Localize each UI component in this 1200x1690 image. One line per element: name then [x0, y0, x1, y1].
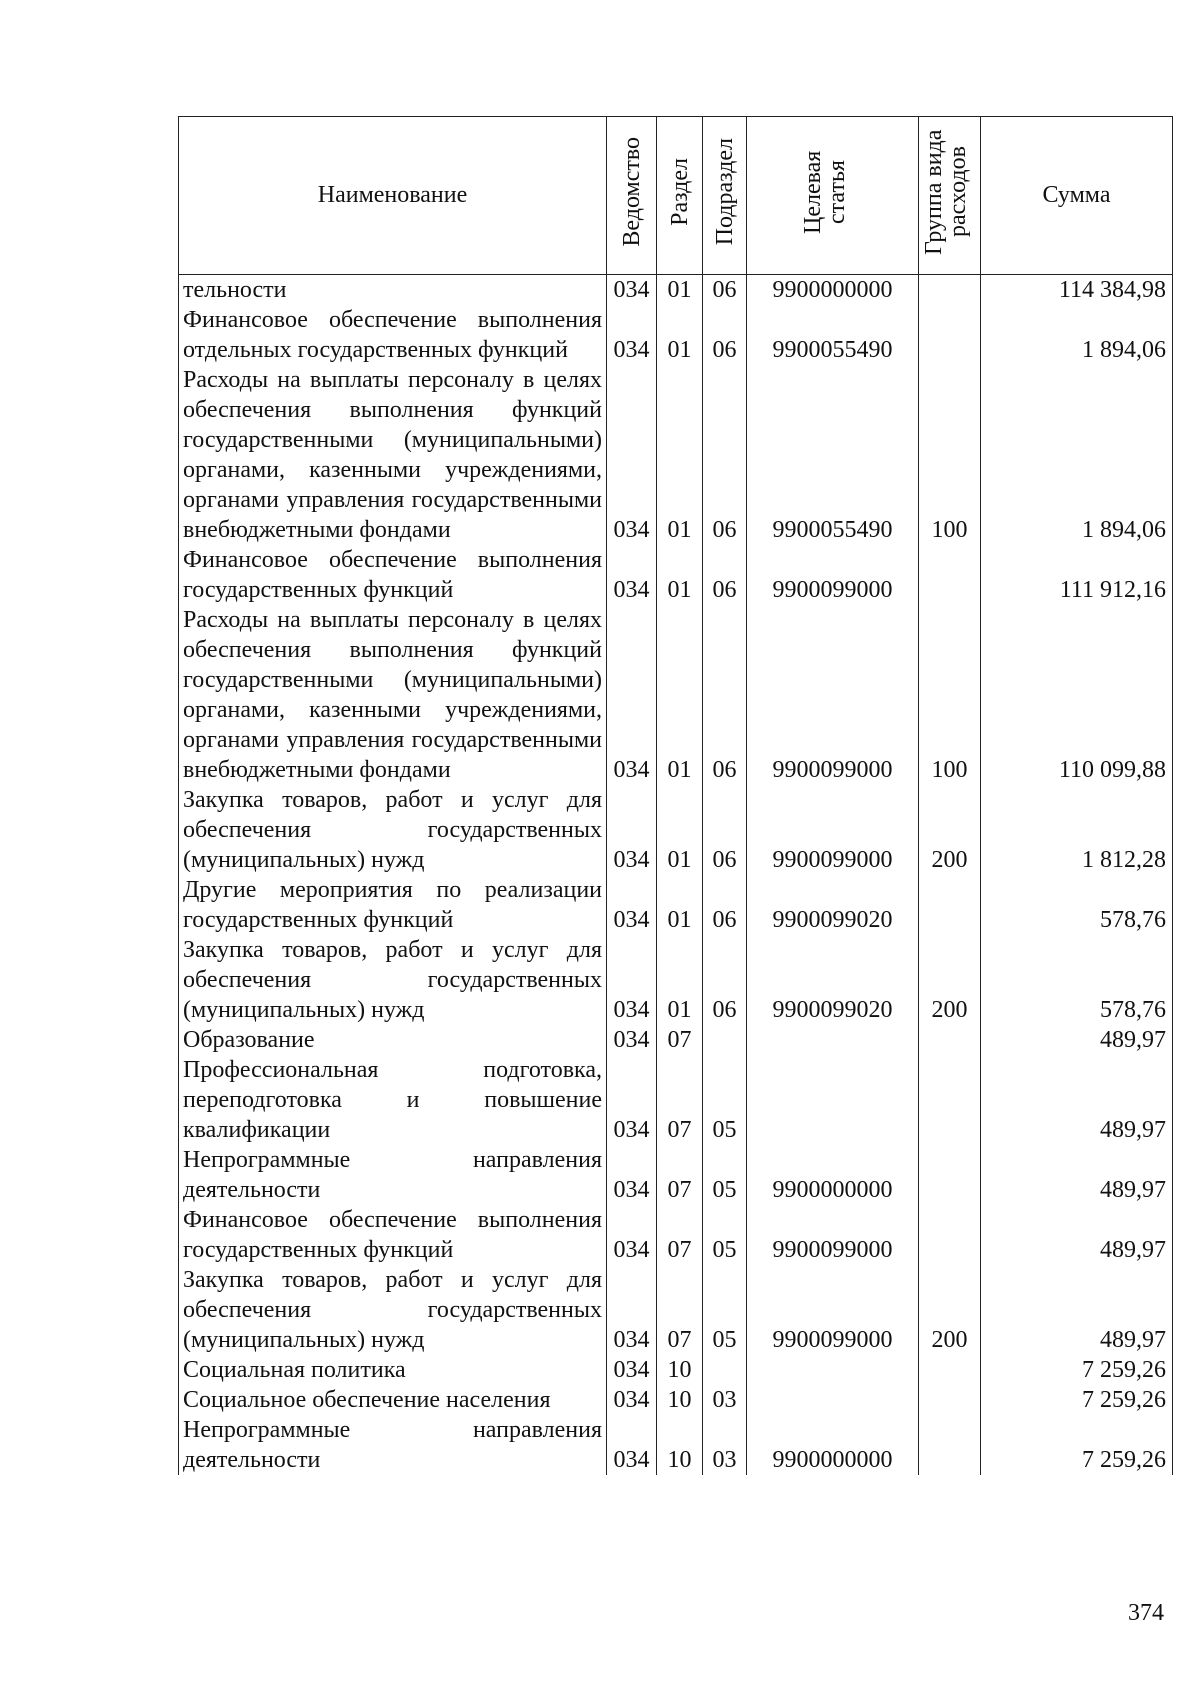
table-row [179, 1265, 1173, 1355]
table-row [179, 1025, 1173, 1055]
row-name: Расходы на выплаты персоналу в целях обеспечения выполнения функций государственными (муниципальными) органами, казенными учреждениями, органами управления государственными внебюджетными фондами [179, 365, 607, 545]
row-podrazdel: 05 [703, 1055, 747, 1145]
row-vedomstvo: 034 [607, 1415, 657, 1475]
row-podrazdel [703, 1025, 747, 1055]
row-razdel: 01 [657, 875, 703, 935]
header-razdel [657, 117, 703, 275]
row-summa: 489,97 [981, 1025, 1173, 1055]
row-podrazdel: 06 [703, 875, 747, 935]
row-razdel: 07 [657, 1055, 703, 1145]
row-vedomstvo: 034 [607, 935, 657, 1025]
row-summa: 489,97 [981, 1205, 1173, 1265]
row-gruppa [919, 1415, 981, 1475]
row-name: Социальная политика [179, 1355, 607, 1385]
row-razdel: 10 [657, 1415, 703, 1475]
row-celevaya: 9900000000 [747, 1415, 919, 1475]
row-vedomstvo: 034 [607, 1025, 657, 1055]
table-row [179, 1385, 1173, 1415]
row-gruppa [919, 1025, 981, 1055]
row-gruppa [919, 275, 981, 306]
row-gruppa [919, 1145, 981, 1205]
row-gruppa [919, 305, 981, 365]
header-gruppa [919, 117, 981, 275]
row-celevaya [747, 1385, 919, 1415]
row-name: Профессиональная подготовка, переподготовка и повышение квалификации [179, 1055, 607, 1145]
row-name: Другие мероприятия по реализации государственных функций [179, 875, 607, 935]
budget-table [178, 116, 1173, 1475]
row-summa: 489,97 [981, 1055, 1173, 1145]
row-name: Социальное обеспечение населения [179, 1385, 607, 1415]
header-summa: Сумма [981, 117, 1173, 275]
row-gruppa: 200 [919, 935, 981, 1025]
row-vedomstvo: 034 [607, 605, 657, 785]
row-summa: 1 894,06 [981, 365, 1173, 545]
row-name: тельности [179, 275, 607, 306]
row-podrazdel: 05 [703, 1205, 747, 1265]
row-razdel: 07 [657, 1265, 703, 1355]
table-row [179, 1055, 1173, 1145]
row-vedomstvo: 034 [607, 305, 657, 365]
table-row [179, 275, 1173, 306]
row-name: Финансовое обеспечение выполнения отдельных государственных функций [179, 305, 607, 365]
row-podrazdel: 06 [703, 935, 747, 1025]
row-name: Непрограммные направления деятельности [179, 1415, 607, 1475]
row-celevaya: 9900099000 [747, 1205, 919, 1265]
row-razdel: 07 [657, 1025, 703, 1055]
row-celevaya: 9900099020 [747, 875, 919, 935]
row-celevaya: 9900055490 [747, 305, 919, 365]
header-podrazdel-label: Подраздел [711, 138, 738, 246]
row-vedomstvo: 034 [607, 785, 657, 875]
row-gruppa: 100 [919, 605, 981, 785]
header-vedomstvo-label: Ведомство [618, 137, 645, 247]
row-summa: 489,97 [981, 1265, 1173, 1355]
row-summa: 578,76 [981, 875, 1173, 935]
row-vedomstvo: 034 [607, 1355, 657, 1385]
table-row [179, 305, 1173, 365]
row-celevaya: 9900099020 [747, 935, 919, 1025]
row-celevaya [747, 1025, 919, 1055]
row-celevaya: 9900099000 [747, 545, 919, 605]
row-gruppa [919, 1055, 981, 1145]
table-row [179, 1205, 1173, 1265]
row-vedomstvo: 034 [607, 1145, 657, 1205]
row-name: Непрограммные направления деятельности [179, 1145, 607, 1205]
row-podrazdel: 06 [703, 605, 747, 785]
row-gruppa [919, 545, 981, 605]
row-razdel: 01 [657, 605, 703, 785]
row-podrazdel: 06 [703, 305, 747, 365]
row-celevaya: 9900099000 [747, 605, 919, 785]
row-razdel: 01 [657, 365, 703, 545]
row-summa: 7 259,26 [981, 1415, 1173, 1475]
row-summa: 110 099,88 [981, 605, 1173, 785]
row-name: Финансовое обеспечение выполнения государственных функций [179, 1205, 607, 1265]
row-razdel: 01 [657, 935, 703, 1025]
row-vedomstvo: 034 [607, 1385, 657, 1415]
row-razdel: 07 [657, 1145, 703, 1205]
row-gruppa: 200 [919, 1265, 981, 1355]
row-summa: 1 894,06 [981, 305, 1173, 365]
row-celevaya: 9900000000 [747, 275, 919, 306]
table-row [179, 785, 1173, 875]
table-row [179, 545, 1173, 605]
row-razdel: 01 [657, 305, 703, 365]
row-podrazdel: 06 [703, 275, 747, 306]
table-row [179, 1145, 1173, 1205]
row-summa: 7 259,26 [981, 1355, 1173, 1385]
row-gruppa [919, 875, 981, 935]
row-podrazdel: 03 [703, 1385, 747, 1415]
row-name: Финансовое обеспечение выполнения государственных функций [179, 545, 607, 605]
table-row [179, 605, 1173, 785]
row-podrazdel: 05 [703, 1145, 747, 1205]
row-vedomstvo: 034 [607, 1205, 657, 1265]
row-podrazdel [703, 1355, 747, 1385]
row-podrazdel: 05 [703, 1265, 747, 1355]
row-vedomstvo: 034 [607, 1265, 657, 1355]
row-vedomstvo: 034 [607, 545, 657, 605]
row-razdel: 07 [657, 1205, 703, 1265]
row-gruppa: 100 [919, 365, 981, 545]
row-celevaya: 9900000000 [747, 1145, 919, 1205]
row-razdel: 01 [657, 785, 703, 875]
header-podrazdel [703, 117, 747, 275]
header-name: Наименование [179, 117, 607, 275]
table-row [179, 935, 1173, 1025]
row-name: Образование [179, 1025, 607, 1055]
page-number: 374 [1128, 1600, 1164, 1626]
header-celevaya-label: Целевая статья [799, 150, 850, 234]
header-gruppa-label: Группа вида расходов [920, 129, 971, 255]
row-name: Закупка товаров, работ и услуг для обеспечения государственных (муниципальных) нужд [179, 935, 607, 1025]
row-razdel: 01 [657, 275, 703, 306]
header-celevaya [747, 117, 919, 275]
row-summa: 7 259,26 [981, 1385, 1173, 1415]
row-celevaya [747, 1055, 919, 1145]
row-name: Расходы на выплаты персоналу в целях обеспечения выполнения функций государственными (муниципальными) органами, казенными учреждениями, органами управления государственными внебюджетными фондами [179, 605, 607, 785]
table-body [179, 275, 1173, 1476]
row-vedomstvo: 034 [607, 875, 657, 935]
table-row [179, 365, 1173, 545]
row-razdel: 01 [657, 545, 703, 605]
row-vedomstvo: 034 [607, 1055, 657, 1145]
row-gruppa [919, 1355, 981, 1385]
header-vedomstvo [607, 117, 657, 275]
row-razdel: 10 [657, 1355, 703, 1385]
table-header [179, 117, 1173, 275]
row-name: Закупка товаров, работ и услуг для обеспечения государственных (муниципальных) нужд [179, 785, 607, 875]
row-celevaya: 9900055490 [747, 365, 919, 545]
row-podrazdel: 03 [703, 1415, 747, 1475]
row-gruppa [919, 1205, 981, 1265]
row-podrazdel: 06 [703, 365, 747, 545]
row-summa: 578,76 [981, 935, 1173, 1025]
table-row [179, 1415, 1173, 1475]
row-gruppa [919, 1385, 981, 1415]
row-vedomstvo: 034 [607, 275, 657, 306]
row-summa: 114 384,98 [981, 275, 1173, 306]
table-row [179, 875, 1173, 935]
row-podrazdel: 06 [703, 785, 747, 875]
row-celevaya [747, 1355, 919, 1385]
row-razdel: 10 [657, 1385, 703, 1415]
row-podrazdel: 06 [703, 545, 747, 605]
row-vedomstvo: 034 [607, 365, 657, 545]
row-summa: 489,97 [981, 1145, 1173, 1205]
row-summa: 111 912,16 [981, 545, 1173, 605]
row-name: Закупка товаров, работ и услуг для обеспечения государственных (муниципальных) нужд [179, 1265, 607, 1355]
table-row [179, 1355, 1173, 1385]
row-gruppa: 200 [919, 785, 981, 875]
row-celevaya: 9900099000 [747, 785, 919, 875]
row-celevaya: 9900099000 [747, 1265, 919, 1355]
row-summa: 1 812,28 [981, 785, 1173, 875]
header-razdel-label: Раздел [666, 158, 693, 226]
